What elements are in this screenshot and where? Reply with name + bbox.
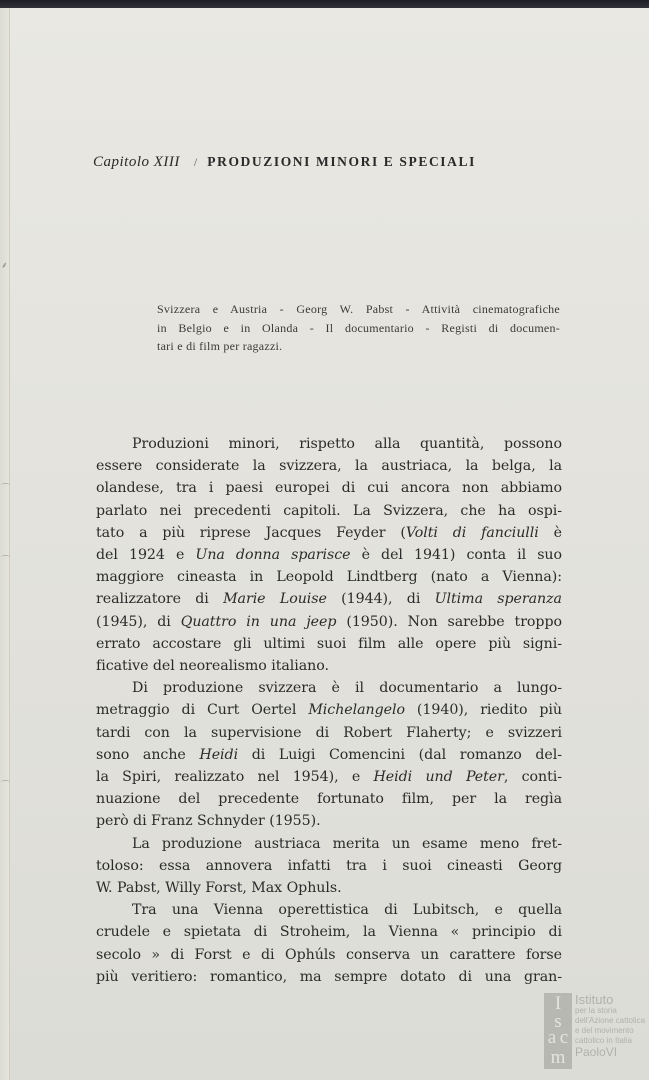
- body-line: (1945), di Quattro in una jeep (1950). Non sarebbe troppo: [96, 613, 562, 630]
- logo-letter: s: [554, 1011, 562, 1032]
- logo-line: per la storia: [575, 1006, 617, 1015]
- body-line: W. Pabst, Willy Forst, Max Ophuls.: [96, 880, 342, 897]
- chapter-number: Capitolo XIII: [93, 154, 180, 170]
- body-line: nuazione del precedente fortunato film, per la regìa: [96, 791, 562, 808]
- chapter-summary: [157, 300, 560, 356]
- binding-stitch-mark: ⌒: [1, 781, 11, 791]
- logo-letter: c: [559, 1027, 569, 1048]
- chapter-heading: [93, 151, 476, 171]
- body-line: tardi con la supervisione di Robert Flaherty; e svizzeri: [96, 724, 562, 741]
- logo-line: dell'Azione cattolica: [575, 1016, 646, 1025]
- body-line: metraggio di Curt Oertel Michelangelo (1940), riedito più: [96, 702, 562, 719]
- logo-title: Istituto: [575, 992, 614, 1007]
- body-line: ficative del neorealismo italiano.: [96, 658, 329, 675]
- logo-text: [575, 993, 645, 1059]
- logo-letter: m: [550, 1047, 566, 1068]
- body-text: [96, 433, 562, 988]
- summary-line: tari e di film per ragazzi.: [157, 339, 283, 353]
- body-line: Di produzione svizzera è il documentario a lungo-: [132, 680, 562, 697]
- watermark-logo: [544, 993, 648, 1069]
- chapter-title: PRODUZIONI MINORI E SPECIALI: [207, 154, 476, 169]
- body-line: tato a più riprese Jacques Feyder (Volti di fanciulli è: [96, 524, 562, 541]
- body-line: crudele e spietata di Stroheim, la Vienna « principio di: [96, 924, 562, 941]
- logo-monogram-block: [544, 993, 572, 1069]
- body-line: La produzione austriaca merita un esame meno fret-: [132, 835, 562, 852]
- logo-letter: a: [547, 1027, 557, 1048]
- body-line: olandese, tra i paesi europei di cui ancora non abbiamo: [96, 480, 562, 497]
- body-line: secolo » di Forst e di Ophúls conserva un carattere forse: [96, 946, 562, 963]
- binding-stitch-mark: ⌒: [1, 484, 11, 494]
- body-line: sono anche Heidi di Luigi Comencini (dal romanzo del-: [96, 746, 562, 763]
- logo-footer: PaoloVI: [575, 1045, 618, 1059]
- body-line: errato accostare gli ultimi suoi film alle opere più signi-: [96, 635, 562, 652]
- summary-line: Svizzera e Austria - Georg W. Pabst - Attività cinematografiche: [157, 302, 560, 316]
- logo-letter: I: [554, 993, 562, 1014]
- body-line: Tra una Vienna operettistica di Lubitsch, e quella: [132, 902, 562, 919]
- logo-line: cattolico in Italia: [575, 1036, 632, 1045]
- body-line: essere considerate la svizzera, la austriaca, la belga, la: [96, 458, 562, 475]
- logo-line: e del movimento: [575, 1026, 634, 1035]
- body-line: del 1924 e Una donna sparisce è del 1941) conta il suo: [96, 547, 563, 564]
- body-line: maggiore cineasta in Leopold Lindtberg (nato a Vienna):: [96, 569, 562, 586]
- body-line: toloso: essa annovera infatti tra i suoi cineasti Georg: [96, 857, 562, 874]
- body-line: realizzatore di Marie Louise (1944), di Ultima speranza: [96, 591, 562, 608]
- body-line: Produzioni minori, rispetto alla quantità, possono: [132, 436, 562, 452]
- body-line: più veritiero: romantico, ma sempre dotato di una gran-: [96, 968, 562, 985]
- binding-stitch-mark: ⌒: [1, 556, 11, 566]
- body-line: la Spiri, realizzato nel 1954), e Heidi und Peter, conti-: [96, 769, 562, 786]
- summary-line: in Belgio e in Olanda - Il documentario - Registi di documen-: [157, 320, 560, 335]
- page-binding-edge: [0, 8, 10, 1080]
- binding-stitch-mark: ⸙: [1, 261, 8, 271]
- body-line: parlato nei precedenti capitoli. La Svizzera, che ha ospi-: [96, 502, 562, 519]
- chapter-separator: /: [193, 155, 198, 169]
- body-line: però di Franz Schnyder (1955).: [96, 813, 321, 830]
